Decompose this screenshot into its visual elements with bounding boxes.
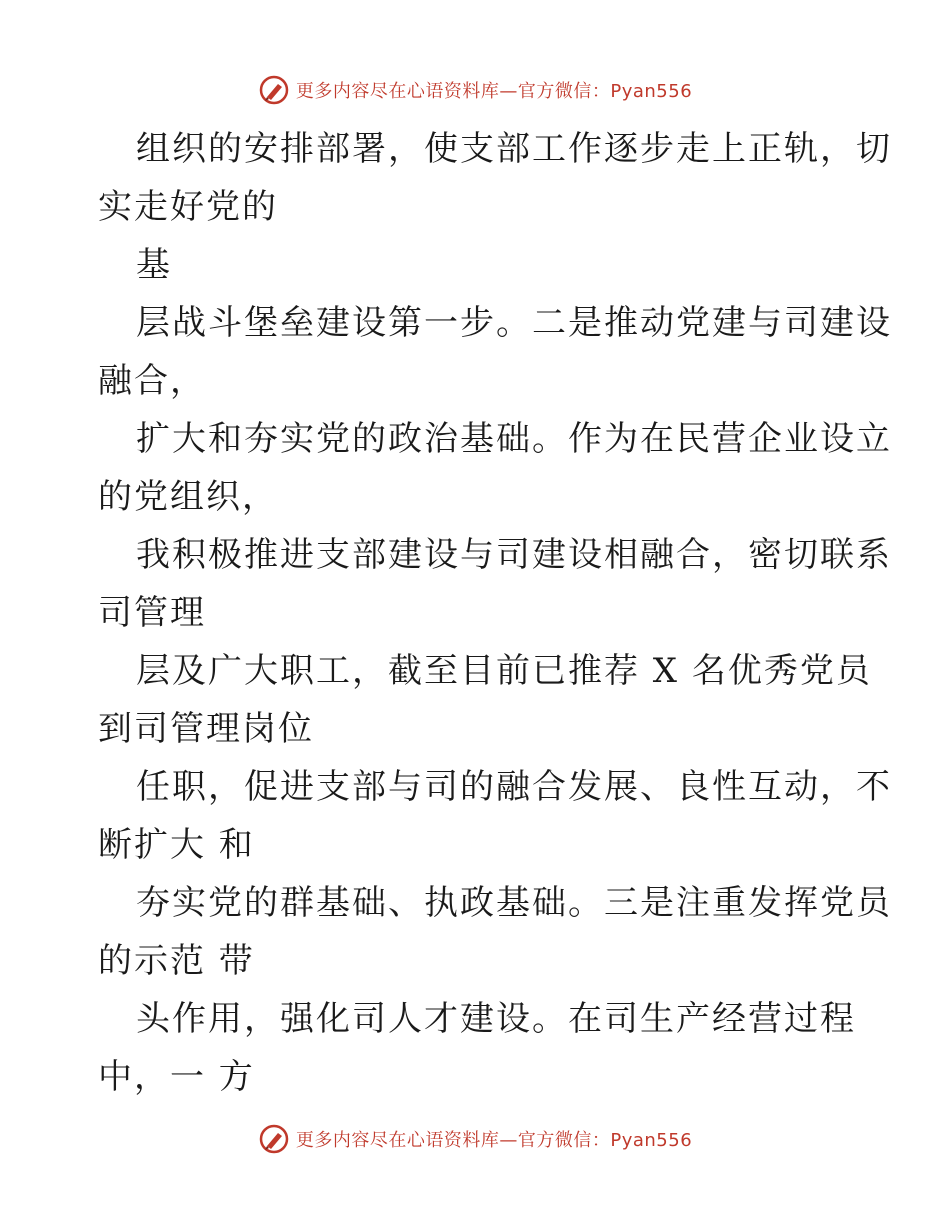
text-line: 到司管理岗位 <box>98 709 314 749</box>
text-line: 层战斗堡垒建设第一步。二是推动党建与司建设 <box>136 303 892 343</box>
header-banner-text: 更多内容尽在心语资料库—官方微信：Pyan556 <box>295 81 693 102</box>
header-banner <box>0 70 950 110</box>
text-line: 组织的安排部署，使支部工作逐步走上正轨，切 <box>136 129 892 169</box>
text-line: 扩大和夯实党的政治基础。作为在民营企业设立 <box>136 419 892 459</box>
text-line: 头作用，强化司人才建设。在司生产经营过程 <box>136 999 856 1039</box>
text-line: 断扩大 和 <box>98 825 255 865</box>
footer-banner <box>0 1119 950 1159</box>
text-line: 基 <box>136 245 172 285</box>
text-line: 层及广大职工，截至目前已推荐 X 名优秀党员 <box>136 651 872 691</box>
text-line: 夯实党的群基础、执政基础。三是注重发挥党员 <box>136 883 892 923</box>
footer-banner-text: 更多内容尽在心语资料库—官方微信：Pyan556 <box>295 1130 693 1151</box>
pen-logo-icon <box>258 74 290 106</box>
text-line: 融合， <box>98 361 206 401</box>
document-body <box>98 120 892 1106</box>
text-line: 实走好党的 <box>98 187 278 227</box>
text-line: 司管理 <box>98 593 206 633</box>
text-line: 的示范 带 <box>98 941 255 981</box>
text-line: 中，一 方 <box>98 1057 255 1097</box>
pen-logo-icon <box>258 1123 290 1155</box>
text-line: 的党组织， <box>98 477 278 517</box>
text-line: 我积极推进支部建设与司建设相融合，密切联系 <box>136 535 892 575</box>
text-line: 任职，促进支部与司的融合发展、良性互动，不 <box>136 767 892 807</box>
